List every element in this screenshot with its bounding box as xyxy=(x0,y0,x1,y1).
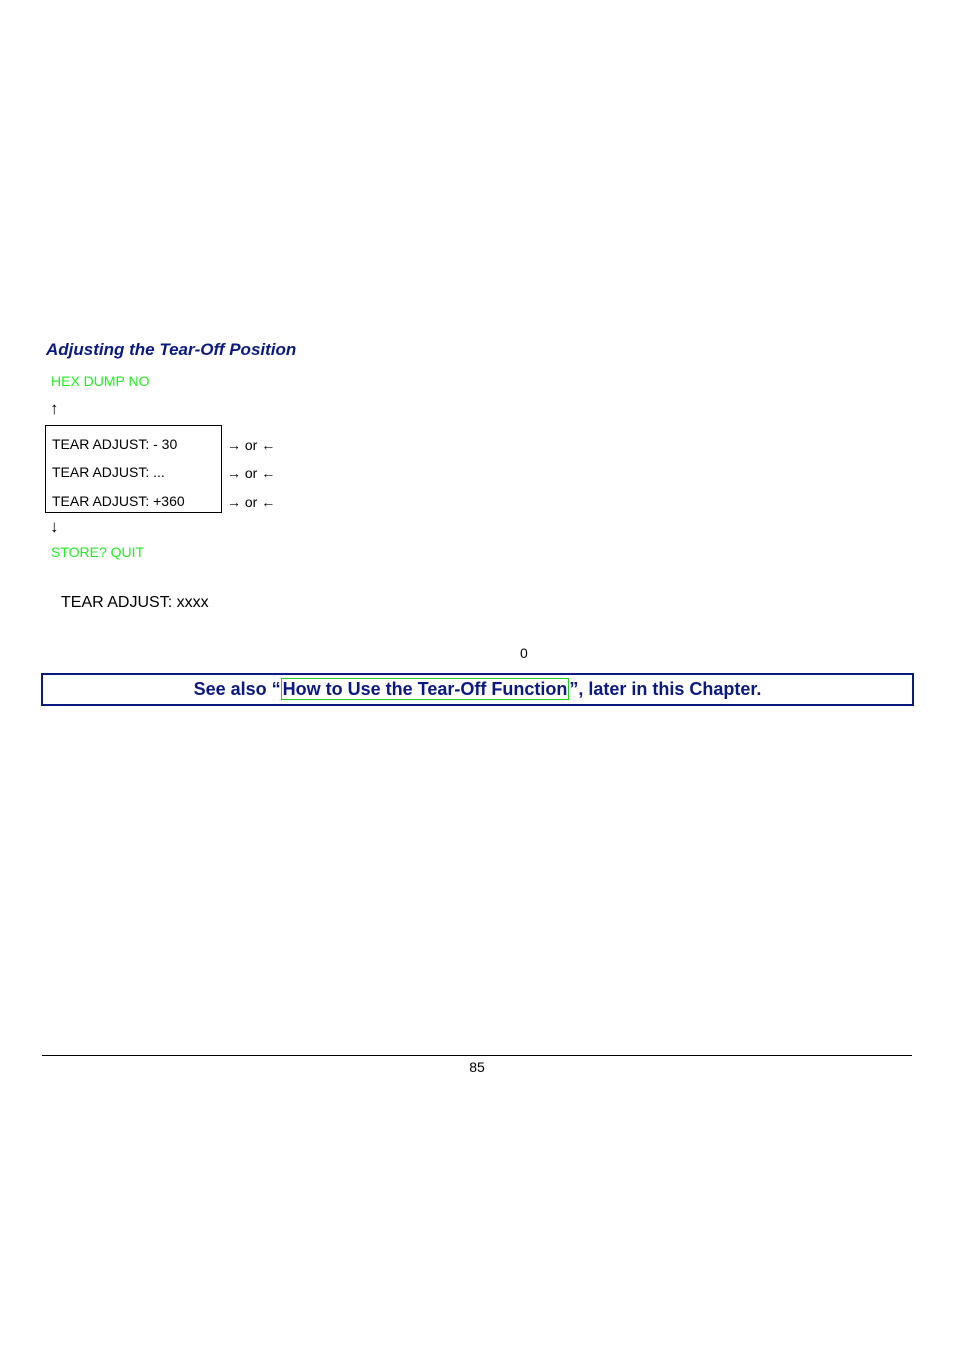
see-also-prefix: See also “ xyxy=(193,679,281,699)
default-value: 0 xyxy=(520,645,528,661)
up-arrow-icon: ↑ xyxy=(50,399,59,418)
down-arrow-icon: ↓ xyxy=(50,517,59,536)
tear-adjust-min-option: TEAR ADJUST: - 30 xyxy=(52,436,178,452)
previous-menu-item: HEX DUMP NO xyxy=(51,373,150,389)
tear-adjust-max-option: TEAR ADJUST: +360 xyxy=(52,493,185,509)
tear-adjust-options-box xyxy=(45,425,222,513)
key-hint-min: → or ← xyxy=(227,437,276,453)
tear-off-function-link[interactable]: How to Use the Tear-Off Function xyxy=(282,679,568,699)
see-also-box xyxy=(41,673,914,706)
tear-adjust-mid-option: TEAR ADJUST: ... xyxy=(52,464,165,480)
section-heading: Adjusting the Tear-Off Position xyxy=(46,340,297,359)
setting-display: TEAR ADJUST: xxxx xyxy=(61,594,209,611)
key-hint-mid: → or ← xyxy=(227,465,276,481)
see-also-suffix: ”, later in this Chapter. xyxy=(569,679,762,699)
see-also-text xyxy=(43,679,912,700)
key-hint-max: → or ← xyxy=(227,494,276,510)
page-number: 85 xyxy=(469,1059,485,1075)
next-menu-item: STORE? QUIT xyxy=(51,544,145,560)
footer-rule xyxy=(42,1055,912,1056)
